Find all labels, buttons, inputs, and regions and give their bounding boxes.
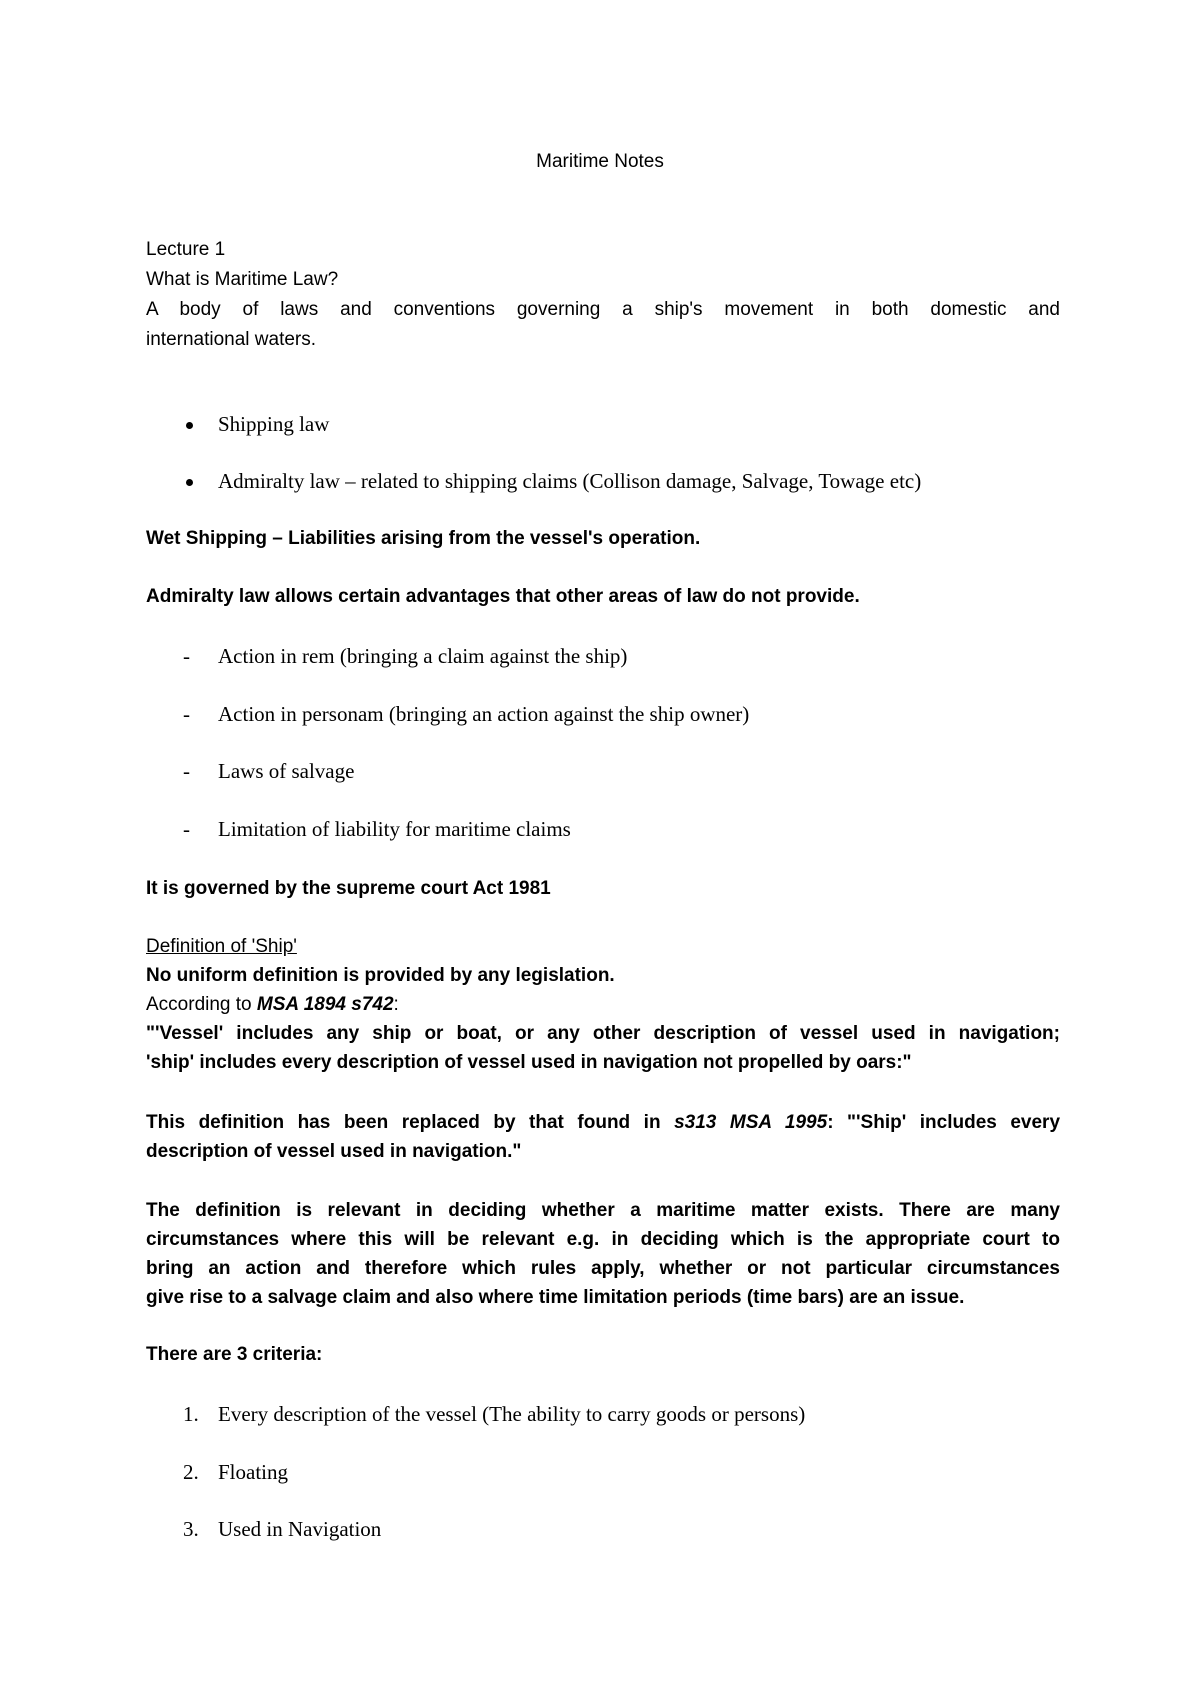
- dash-marker: -: [183, 644, 190, 668]
- criteria-item: Every description of the vessel (The ability to carry goods or persons): [218, 1402, 806, 1426]
- relevance-line-1: The definition is relevant in deciding whether a maritime matter exists. There are many: [146, 1200, 1060, 1221]
- dash-item: Laws of salvage: [218, 759, 355, 783]
- replaced-line-1: [146, 1113, 1060, 1132]
- bullet-item: Admiralty law – related to shipping claims (Collison damage, Salvage, Towage etc): [218, 469, 922, 493]
- relevance-line-3: bring an action and therefore which rules apply, whether or not particular circumstances: [146, 1258, 1060, 1279]
- according-suffix: :: [393, 994, 399, 1015]
- replaced-suffix: : "'Ship' includes every: [827, 1112, 1061, 1133]
- bullet-icon: [186, 422, 193, 429]
- advantages-intro: Admiralty law allows certain advantages that other areas of law do not provide.: [146, 586, 860, 607]
- quote-line-2: 'ship' includes every description of vessel used in navigation not propelled by oars:": [146, 1052, 912, 1073]
- no-uniform-line: No uniform definition is provided by any legislation.: [146, 965, 615, 986]
- replaced-line-2: description of vessel used in navigation.": [146, 1141, 522, 1162]
- dash-marker: -: [183, 702, 190, 726]
- criteria-intro: There are 3 criteria:: [146, 1344, 323, 1365]
- statute-reference: s313 MSA 1995: [674, 1112, 828, 1133]
- wet-shipping-line: Wet Shipping – Liabilities arising from the vessel's operation.: [146, 528, 701, 549]
- bullet-item: Shipping law: [218, 412, 330, 436]
- quote-line-1: "'Vessel' includes any ship or boat, or any other description of vessel used in navigation;: [146, 1023, 1060, 1044]
- criteria-item: Floating: [218, 1460, 289, 1484]
- intro-line-2: international waters.: [146, 329, 317, 350]
- relevance-line-4: give rise to a salvage claim and also where time limitation periods (time bars) are an issue.: [146, 1287, 965, 1308]
- according-prefix: According to: [146, 994, 257, 1015]
- criteria-item: Used in Navigation: [218, 1517, 382, 1541]
- criteria-number: 3.: [183, 1517, 199, 1541]
- replaced-prefix: This definition has been replaced by that found in: [146, 1112, 675, 1133]
- intro-line-1: A body of laws and conventions governing a ship's movement in both domestic and: [146, 299, 1060, 320]
- document-title: Maritime Notes: [536, 151, 664, 172]
- governed-line: It is governed by the supreme court Act 1981: [146, 878, 551, 899]
- bullet-icon: [186, 479, 193, 486]
- criteria-number: 1.: [183, 1402, 199, 1426]
- lecture-label: Lecture 1: [146, 239, 226, 260]
- dash-marker: -: [183, 759, 190, 783]
- definition-heading: Definition of 'Ship': [146, 936, 297, 957]
- dash-marker: -: [183, 817, 190, 841]
- dash-item: Action in personam (bringing an action against the ship owner): [218, 702, 750, 726]
- according-line: [146, 995, 399, 1014]
- relevance-line-2: circumstances where this will be relevant e.g. in deciding which is the appropriate court to: [146, 1229, 1060, 1250]
- statute-reference: MSA 1894 s742: [256, 994, 394, 1015]
- dash-item: Action in rem (bringing a claim against the ship): [218, 644, 628, 668]
- question-heading: What is Maritime Law?: [146, 269, 339, 290]
- criteria-number: 2.: [183, 1460, 199, 1484]
- dash-item: Limitation of liability for maritime claims: [218, 817, 571, 841]
